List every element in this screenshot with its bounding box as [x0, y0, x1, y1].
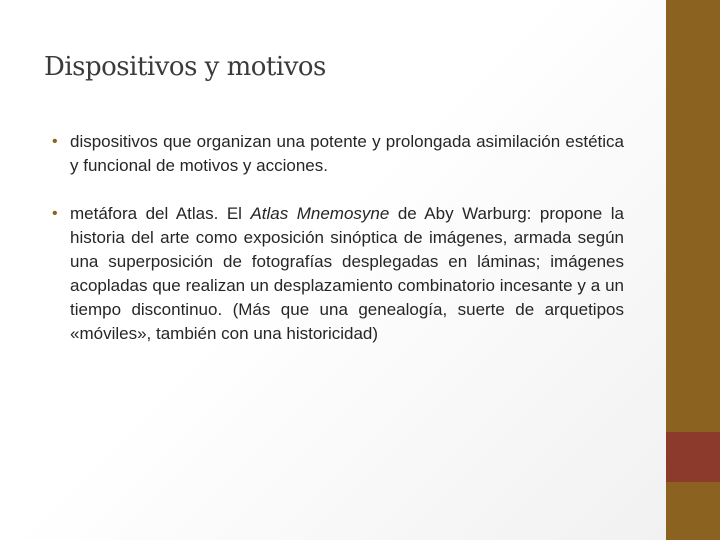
slide-title: Dispositivos y motivos	[44, 52, 326, 82]
bullet-text-start: metáfora del Atlas. El	[70, 204, 251, 223]
slide-body	[52, 130, 624, 370]
bullet-icon: •	[52, 133, 58, 150]
bullet-text: dispositivos que organizan una potente y prolongada asimilación estética y funcional de motivos y acciones.	[70, 132, 624, 175]
bullet-text	[70, 204, 624, 343]
bullet-text-end: de Aby Warburg: propone la historia del arte como exposición sinóptica de imágenes, armada según una superposición de fotografías desplegadas en láminas; imágenes acopladas que realizan un desplazamiento combinatorio incesante y a un tiempo discontinuo. (Más que una genealogía, suerte de arquetipos «móviles», también con una historicidad)	[70, 204, 624, 343]
side-bar-accent	[666, 432, 720, 482]
bullet-icon: •	[52, 205, 58, 222]
bullet-item	[52, 130, 624, 178]
bullet-item	[52, 202, 624, 346]
bullet-emphasis: Atlas Mnemosyne	[250, 204, 390, 223]
